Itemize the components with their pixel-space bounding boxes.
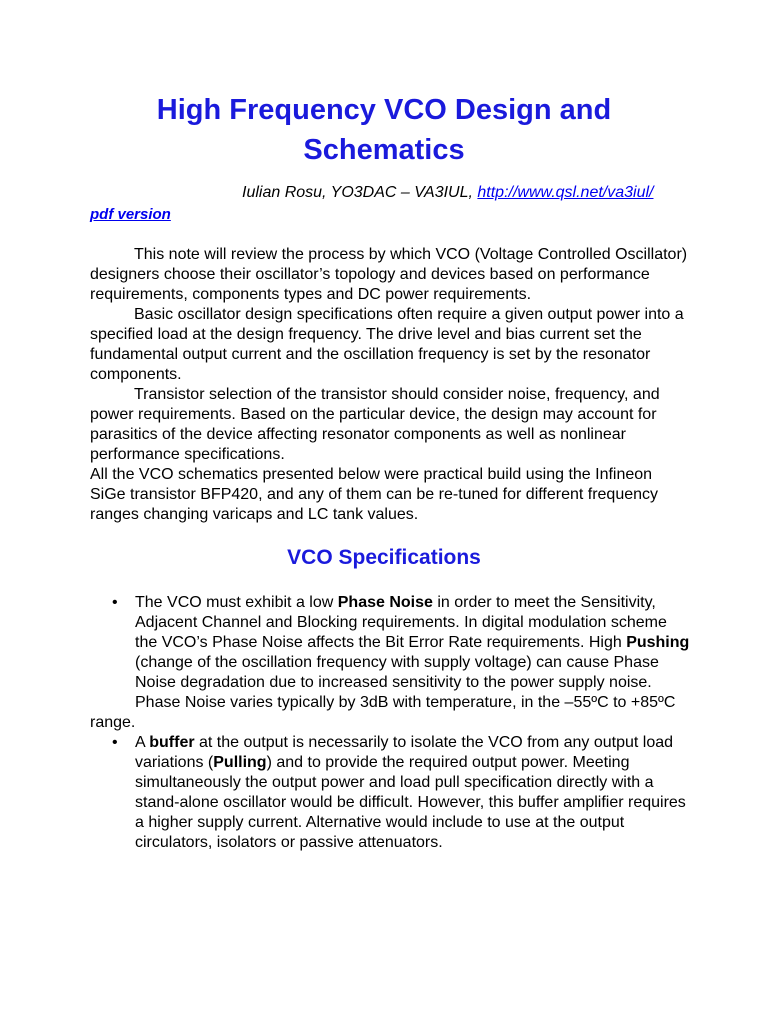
intro-paragraph-2: Basic oscillator design specifications often require a given output power into a specified load at the design frequency. The drive level and bias current set the fundamental output current and the oscillation frequency is set by the resonator components. <box>90 306 684 383</box>
section-heading: VCO Specifications <box>287 546 481 569</box>
page-title <box>0 90 768 170</box>
bullet-buffer <box>90 733 690 853</box>
bullet1-pre: The VCO must exhibit a low <box>135 594 338 611</box>
specifications-list <box>90 593 690 853</box>
bullet1-bold-phase-noise: Phase Noise <box>337 594 433 611</box>
phase-noise-note: Phase Noise varies typically by 3dB with temperature, in the –55ºC to +85ºC range. <box>90 694 676 731</box>
author-website-link[interactable]: http://www.qsl.net/va3iul/ <box>477 184 654 201</box>
title-line-2: Schematics <box>303 134 465 166</box>
intro-paragraph-1: This note will review the process by which VCO (Voltage Controlled Oscillator) designers choose their oscillator’s topology and devices based on performance requirements, components types and DC power requirements. <box>90 246 688 303</box>
bullet2-post: ) and to provide the required output power. Meeting simultaneously the output power and load pull specification directly with a stand-alone oscillator would be difficult. However, this buffer amplifier requires a higher supply current. Alternative would include to use at the output circulators, isolators or passive attenuators. <box>135 754 686 851</box>
bullet2-pre: A <box>135 734 150 751</box>
author-line <box>242 183 653 203</box>
bullet-phase-noise <box>90 593 690 693</box>
pdf-version-line <box>90 206 171 224</box>
bullet2-bold-pulling: Pulling <box>213 754 267 771</box>
intro-paragraph-3: Transistor selection of the transistor should consider noise, frequency, and power requirements. Based on the particular device, the design may account for parasitics of the device affecting resonator components as well as nonlinear performance specifications. <box>90 386 660 463</box>
bullet1-post: (change of the oscillation frequency with supply voltage) can cause Phase Noise degradation due to increased sensitivity to the power supply noise. <box>135 654 659 691</box>
phase-note-item <box>90 693 690 733</box>
pdf-version-link[interactable]: pdf version <box>90 206 171 223</box>
bullet1-bold-pushing: Pushing <box>626 634 690 651</box>
author-text: Iulian Rosu, YO3DAC – VA3IUL, <box>242 184 478 201</box>
title-line-1: High Frequency VCO Design and <box>156 94 612 126</box>
bullet1-mid: in order to meet the Sensitivity, Adjacent Channel and Blocking requirements. In digital modulation scheme the VCO’s Phase Noise affects the Bit Error Rate requirements. High <box>135 594 667 651</box>
bullet2-mid: at the output is necessarily to isolate the VCO from any output load variations ( <box>135 734 674 771</box>
intro-paragraph-4: All the VCO schematics presented below were practical build using the Infineon SiGe transistor BFP420, and any of them can be re-tuned for different frequency ranges changing varicaps and LC tank values. <box>90 466 659 523</box>
intro-text <box>90 245 690 525</box>
bullet2-bold-buffer: buffer <box>149 734 195 751</box>
